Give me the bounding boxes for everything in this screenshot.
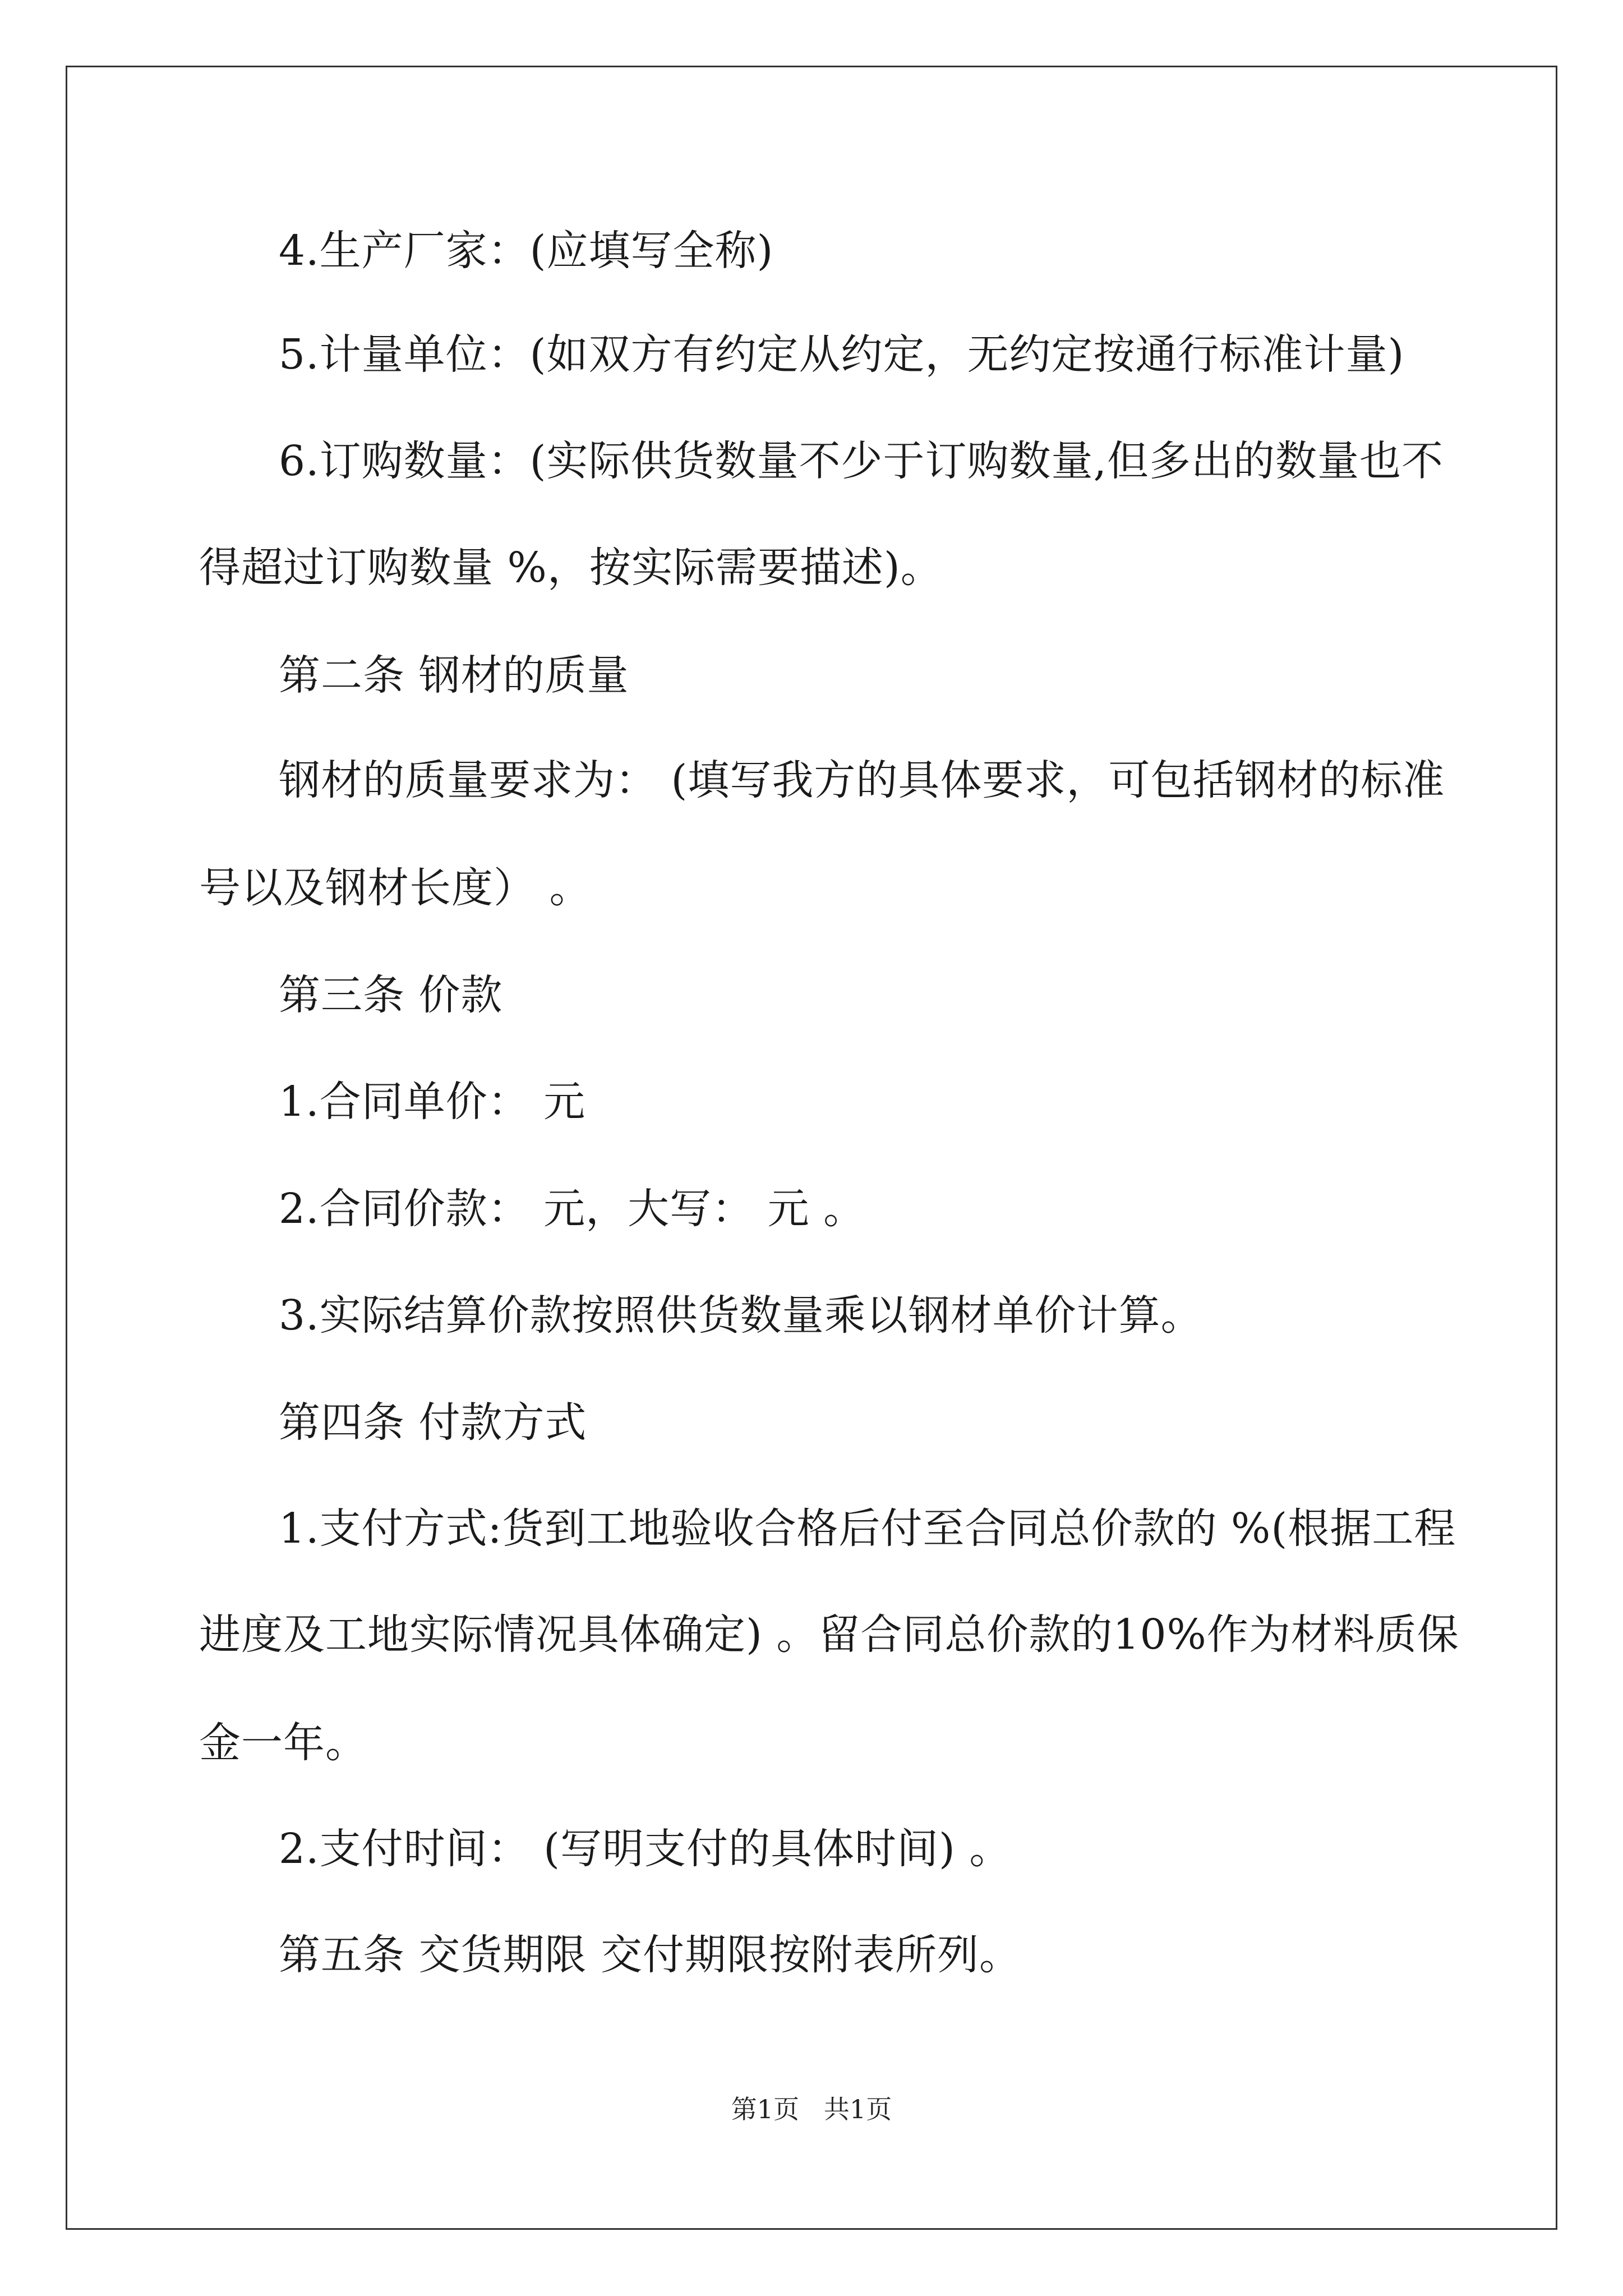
item-payment-time: 2.支付时间： (写明支付的具体时间) 。 xyxy=(279,1825,1012,1873)
quality-requirement: 钢材的质量要求为： (填写我方的具体要求，可包括钢材的标准 xyxy=(279,756,1445,804)
article-5-heading: 第五条 交货期限 交付期限按附表所列。 xyxy=(279,1931,1022,1979)
item-manufacturer: 4.生产厂家：(应填写全称) xyxy=(279,227,774,275)
item-quantity-cont: 得超过订购数量 %，按实际需要描述)。 xyxy=(199,544,943,592)
article-2-heading: 第二条 钢材的质量 xyxy=(279,651,629,700)
item-unit: 5.计量单位：(如双方有约定从约定，无约定按通行标准计量) xyxy=(279,330,1405,379)
quality-requirement-cont: 号以及钢材长度） 。 xyxy=(199,864,592,912)
page-footer: 第1页 共1页 xyxy=(731,2094,892,2124)
item-payment-method-cont: 进度及工地实际情况具体确定) 。留合同总价款的10%作为材料质保 xyxy=(199,1611,1459,1659)
page-border xyxy=(66,66,1557,2230)
item-quantity: 6.订购数量：(实际供货数量不少于订购数量,但多出的数量也不 xyxy=(279,437,1444,485)
item-unit-price: 1.合同单价： 元 xyxy=(279,1078,586,1126)
article-3-heading: 第三条 价款 xyxy=(279,971,503,1019)
item-settlement: 3.实际结算价款按照供货数量乘以钢材单价计算。 xyxy=(279,1291,1203,1340)
article-4-heading: 第四条 付款方式 xyxy=(279,1398,587,1447)
item-contract-price: 2.合同价款： 元，大写： 元 。 xyxy=(279,1185,866,1233)
item-payment-method-cont2: 金一年。 xyxy=(199,1719,367,1767)
item-payment-method: 1.支付方式:货到工地验收合格后付至合同总价款的 %(根据工程 xyxy=(279,1504,1456,1553)
